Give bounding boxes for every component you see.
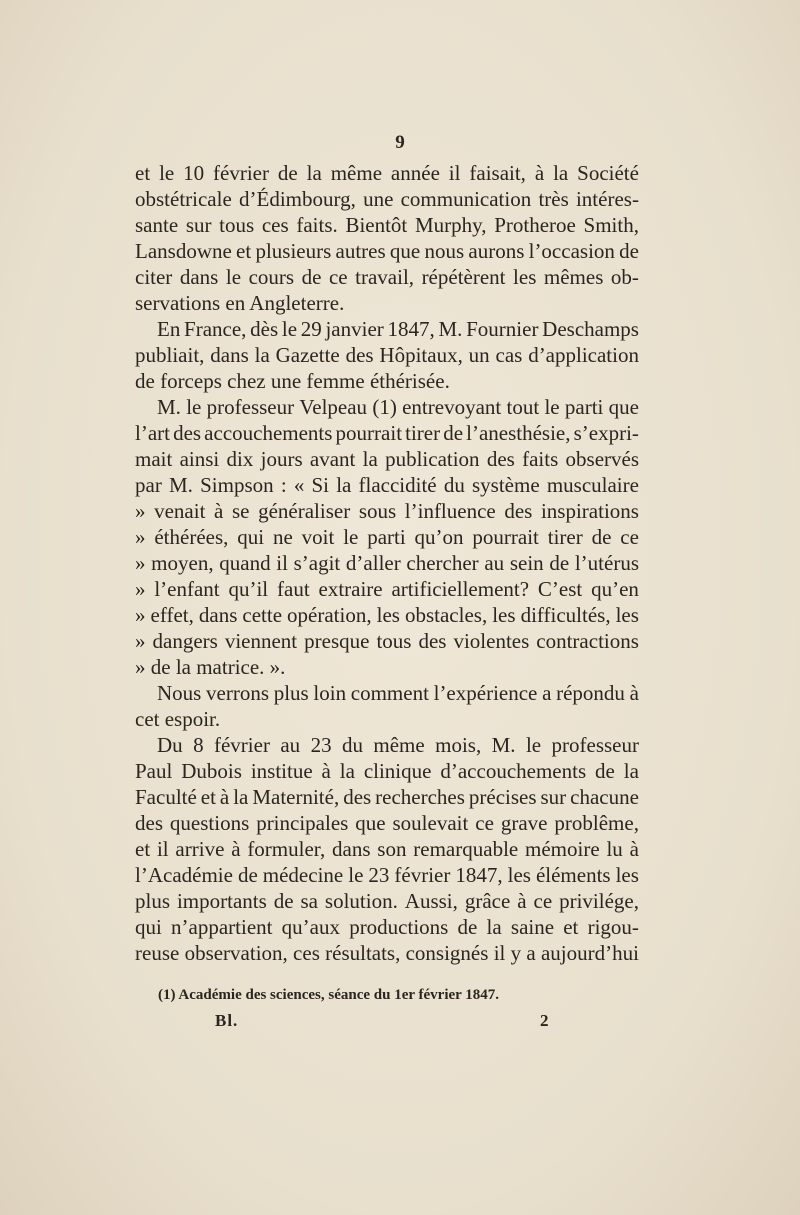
text-line: qui n’appartient qu’aux productions de la saine et rigou-: [135, 915, 639, 939]
text-line: » dangers viennent presque tous des violentes contractions: [135, 629, 639, 653]
text-line: l’Académie de médecine le 23 février 1847, les éléments les: [135, 863, 639, 887]
text-line: » moyen, quand il s’agit d’aller chercher au sein de l’utérus: [135, 551, 639, 575]
text-line: et il arrive à formuler, dans son remarquable mémoire lu à: [135, 837, 639, 861]
text-line: sante sur tous ces faits. Bientôt Murphy, Protheroe Smith,: [135, 213, 639, 237]
text-line: Faculté et à la Maternité, des recherches précises sur chacune: [135, 785, 639, 809]
text-line: plus importants de sa solution. Aussi, grâce à ce privilége,: [135, 889, 639, 913]
text-line: reuse observation, ces résultats, consignés il y a aujourd’hui: [135, 941, 639, 965]
text-line: et le 10 février de la même année il faisait, à la Société: [135, 161, 639, 185]
signature-mark: Bl.: [215, 1011, 239, 1030]
text-line: mait ainsi dix jours avant la publication des faits observés: [135, 447, 639, 471]
text-line: par M. Simpson : « Si la flaccidité du système musculaire: [135, 473, 639, 497]
text-line: de forceps chez une femme éthérisée.: [135, 369, 450, 393]
text-line: Du 8 février au 23 du même mois, M. le professeur: [157, 733, 639, 757]
text-line: obstétricale d’Édimbourg, une communication très intéres-: [135, 187, 639, 211]
text-line: l’art des accouchements pourrait tirer de l’anesthésie, s’expri-: [135, 421, 639, 445]
text-line: Lansdowne et plusieurs autres que nous aurons l’occasion de: [135, 239, 639, 263]
body-text: [135, 160, 639, 966]
sheet-number: 2: [540, 1011, 549, 1030]
text-line: cet espoir.: [135, 707, 221, 731]
text-line: » effet, dans cette opération, les obstacles, les difficultés, les: [135, 603, 639, 627]
page-number: 9: [395, 132, 405, 153]
text-line: publiait, dans la Gazette des Hôpitaux, un cas d’application: [135, 343, 639, 367]
text-line: » éthérées, qui ne voit le parti qu’on pourrait tirer de ce: [135, 525, 639, 549]
text-line: citer dans le cours de ce travail, répétèrent les mêmes ob-: [135, 265, 639, 289]
footnote: (1) Académie des sciences, séance du 1er février 1847.: [158, 987, 500, 1003]
text-line: M. le professeur Velpeau (1) entrevoyant tout le parti que: [157, 395, 639, 419]
text-line: servations en Angleterre.: [135, 291, 345, 315]
text-line: En France, dès le 29 janvier 1847, M. Fournier Deschamps: [157, 317, 639, 341]
text-line: Nous verrons plus loin comment l’expérience a répondu à: [157, 681, 639, 705]
text-line: des questions principales que soulevait ce grave problême,: [135, 811, 639, 835]
text-line: » l’enfant qu’il faut extraire artificiellement? C’est qu’en: [135, 577, 639, 601]
text-line: » venait à se généraliser sous l’influence des inspirations: [135, 499, 639, 523]
text-line: Paul Dubois institue à la clinique d’accouchements de la: [135, 759, 639, 783]
text-line: » de la matrice. ».: [135, 655, 286, 679]
